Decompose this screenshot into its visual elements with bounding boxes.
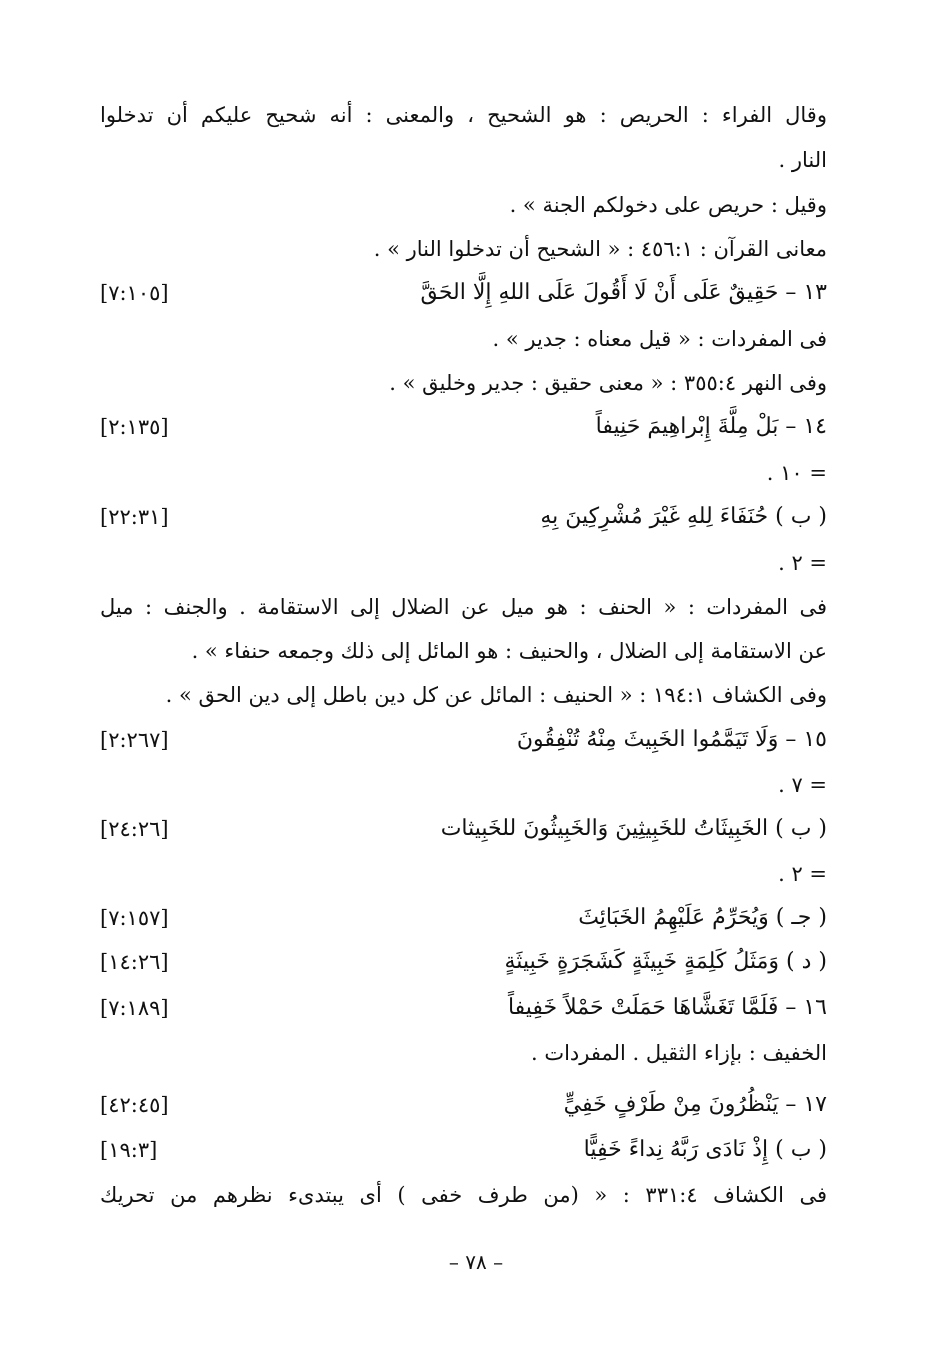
verse-line: ( ب ) حُنَفَاءَ لِلهِ غَيْرَ مُشْرِكِينَ بِهِ xyxy=(540,504,827,529)
verse-reference: [٧:١٠٥] xyxy=(100,281,169,305)
text-line: وفى الكشاف ١٩٤:١ : « الحنيف : المائل عن كل دين باطل إلى دين الحق » . xyxy=(165,683,827,707)
text-line: فى المفردات : « الحنف : هو ميل عن الضلال إلى الاستقامة . والجنف : ميل xyxy=(100,595,827,619)
verse-line: ( جـ ) وَيُحَرِّمُ عَلَيْهِمُ الخَبَائِثَ xyxy=(578,905,827,930)
page-number: – ٧٨ – xyxy=(448,1250,504,1274)
text-line: فى الكشاف ٣٣١:٤ : « (من طرف خفى ) أى يبتدىء نظرهم من تحريك xyxy=(100,1183,828,1207)
verse-reference: [٧:١٨٩] xyxy=(100,996,169,1020)
text-line: النار . xyxy=(778,148,827,172)
cross-reference-line: = ١٠ . xyxy=(766,461,827,485)
cross-reference-line: = ٧ . xyxy=(778,773,827,797)
verse-reference: [٢:٢٦٧] xyxy=(100,728,169,752)
verse-reference: [١٤:٢٦] xyxy=(100,950,169,974)
verse-line: ١٤ – بَلْ مِلَّةَ إِبْراهِيمَ حَنِيفاً xyxy=(595,414,827,439)
text-line: فى المفردات : « قيل معناه : جدير » . xyxy=(492,327,827,351)
verse-line: ( ب ) الخَبِيثَاتُ للخَبِيثِينَ وَالخَبِيثُونَ للخَبِيثات xyxy=(440,816,827,841)
verse-reference: [٢:١٣٥] xyxy=(100,415,169,439)
verse-line: ١٣ – حَقِيقٌ عَلَى أَنْ لَا أَقُولَ عَلَى اللهِ إِلَّا الحَقَّ xyxy=(420,280,827,305)
verse-line: ١٦ – فَلَمَّا تَغَشَّاهَا حَمَلَتْ حَمْلاً خَفِيفاً xyxy=(507,995,827,1020)
cross-reference-line: = ٢ . xyxy=(778,862,827,886)
verse-reference: [١٩:٣] xyxy=(100,1138,158,1162)
verse-reference: [٢٤:٢٦] xyxy=(100,817,169,841)
verse-line: ١٧ – يَنْظُرُونَ مِنْ طَرْفٍ خَفِيٍّ xyxy=(563,1092,827,1117)
text-line: وقيل : حريص على دخولكم الجنة » . xyxy=(509,193,827,217)
text-line: وقال الفراء : الحريص : هو الشحيح ، والمعنى : أنه شحيح عليكم أن تدخلوا xyxy=(100,103,827,127)
verse-line: ( ب ) إِذْ نَادَى رَبَّهُ نِداءً خَفِيًّا xyxy=(583,1137,827,1162)
verse-reference: [٧:١٥٧] xyxy=(100,906,169,930)
cross-reference-line: = ٢ . xyxy=(778,551,827,575)
text-line: معانى القرآن : ٤٥٦:١ : « الشحيح أن تدخلوا النار » . xyxy=(373,237,827,261)
verse-reference: [٤٢:٤٥] xyxy=(100,1093,169,1117)
verse-line: ( د ) وَمَثَلُ كَلِمَةٍ خَبِيثَةٍ كَشَجَرَةٍ خَبِيثَةٍ xyxy=(504,949,827,974)
text-line: الخفيف : بإزاء الثقيل . المفردات . xyxy=(530,1041,827,1065)
text-line: عن الاستقامة إلى الضلال ، والحنيف : هو المائل إلى ذلك وجمعه حنفاء » . xyxy=(191,639,827,663)
verse-line: ١٥ – وَلَا تَيَمَّمُوا الخَبِيثَ مِنْهُ تُنْفِقُونَ xyxy=(516,727,827,752)
verse-reference: [٢٢:٣١] xyxy=(100,505,169,529)
text-line: وفى النهر ٣٥٥:٤ : « معنى حقيق : جدير وخليق » . xyxy=(389,371,827,395)
